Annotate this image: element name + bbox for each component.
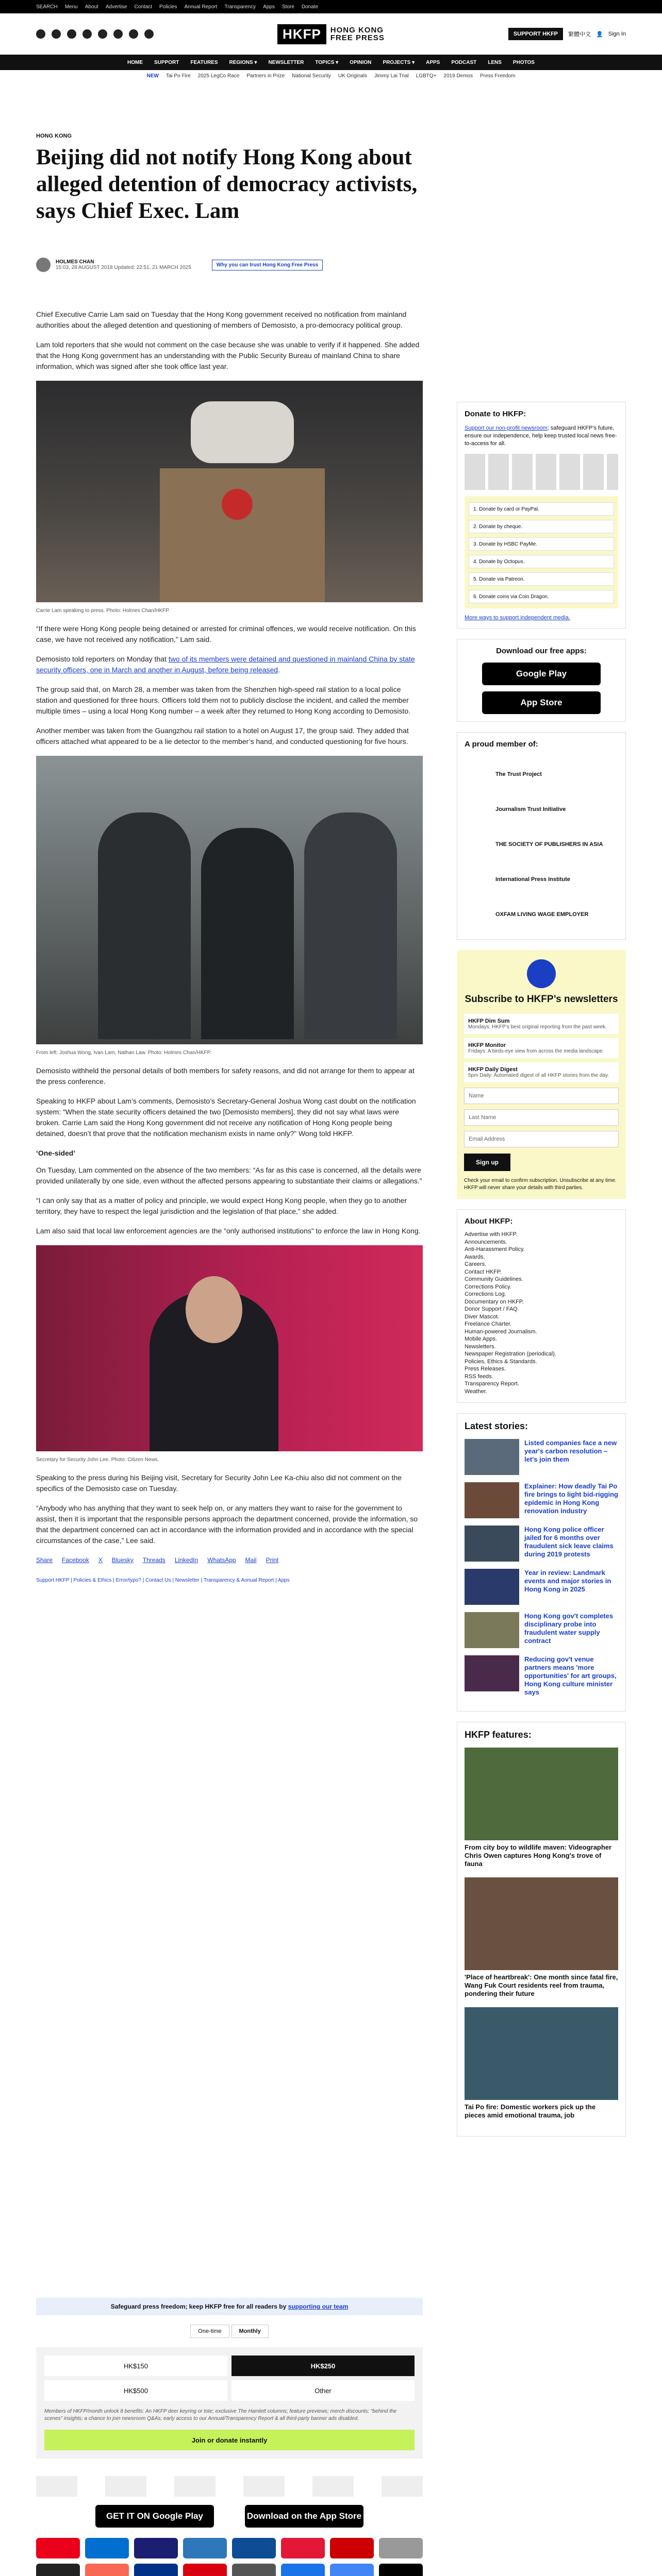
story-title[interactable]: Listed companies face a new year's carbon resolution – let's join them bbox=[524, 1439, 617, 1463]
share-link[interactable]: Share bbox=[36, 1556, 53, 1564]
about-link[interactable]: About bbox=[85, 4, 98, 10]
article-photo bbox=[36, 1245, 423, 1451]
header bbox=[0, 13, 662, 55]
facebook-icon[interactable] bbox=[36, 29, 45, 39]
mastercard-icon bbox=[36, 2538, 80, 2558]
newsletter-note: Check your email to confirm subscription. Unsubscribe at any time. HKFP will never share your details with third parties. bbox=[464, 1178, 617, 1191]
share-whatsapp[interactable]: WhatsApp bbox=[207, 1556, 236, 1564]
bitcoin-icon bbox=[36, 2564, 80, 2576]
article-dates: 15:03, 28 AUGUST 2018 Updated: 22:51, 21 MARCH 2025 bbox=[56, 265, 191, 270]
partner-logo bbox=[36, 2476, 77, 2497]
donate-option[interactable]: 1. Donate by card or PayPal. bbox=[469, 502, 614, 516]
latest-box bbox=[457, 1413, 626, 1711]
payment-icons bbox=[465, 454, 618, 490]
story-item[interactable] bbox=[465, 1482, 618, 1518]
about-link[interactable]: Freelance Charter. bbox=[465, 1321, 512, 1327]
share-bar bbox=[36, 1555, 423, 1566]
about-link[interactable]: Human-powered Journalism. bbox=[465, 1328, 537, 1335]
partner-logo bbox=[105, 2476, 146, 2497]
nav-regions[interactable]: REGIONS ▾ bbox=[229, 59, 257, 65]
contact-link[interactable]: Contact bbox=[134, 4, 152, 10]
about-link[interactable]: Donor Support / FAQ. bbox=[465, 1306, 519, 1312]
story-item[interactable] bbox=[465, 1569, 618, 1605]
trending-item[interactable]: National Security bbox=[292, 73, 331, 79]
features-box bbox=[457, 1722, 626, 2137]
paypal-icon bbox=[134, 2564, 178, 2576]
join-donate-button[interactable]: Join or donate instantly bbox=[44, 2430, 415, 2450]
patreon-icon bbox=[85, 2564, 129, 2576]
language-link[interactable]: 繁體中文 bbox=[568, 31, 591, 38]
amount-option-selected[interactable]: HK$250 bbox=[231, 2355, 415, 2376]
photo-caption: Secretary for Security John Lee. Photo: Citizen News. bbox=[36, 1457, 159, 1463]
partner-logo bbox=[382, 2476, 423, 2497]
share-facebook[interactable]: Facebook bbox=[62, 1556, 89, 1564]
about-link[interactable]: RSS feeds. bbox=[465, 1373, 493, 1380]
about-link[interactable]: Contact HKFP. bbox=[465, 1268, 502, 1275]
paragraph: “Anybody who has anything that they want to seek help on, or any matters they want to raise for the government to assist, then it is important that the responsible persons approach the department concerned, provide the information, so that the department concerned can act in accordance with the information provided and in accordance with the special circumstances of the case,” Lee said. bbox=[36, 1504, 418, 1545]
oxfam-logo[interactable]: OXFAM LIVING WAGE EMPLOYER bbox=[495, 911, 589, 918]
user-icon[interactable]: 👤 bbox=[596, 31, 603, 38]
about-link[interactable]: Diver Mascot. bbox=[465, 1313, 500, 1320]
story-item[interactable] bbox=[465, 1655, 618, 1697]
trust-badge[interactable]: Why you can trust Hong Kong Free Press bbox=[212, 260, 323, 270]
main-nav bbox=[0, 55, 662, 70]
trending-item[interactable]: LGBTQ+ bbox=[416, 73, 437, 79]
share-mail[interactable]: Mail bbox=[245, 1556, 257, 1564]
photo-caption: From left: Joshua Wong, Ivan Lam, Nathan Law. Photo: Holmes Chan/HKFP. bbox=[36, 1050, 211, 1056]
article-body bbox=[36, 309, 423, 1586]
paragraph: Demosisto withheld the personal details of both members for safety reasons, and did not arrange for them to appear at the press conference. bbox=[36, 1066, 415, 1086]
nav-support[interactable]: SUPPORT bbox=[154, 59, 179, 65]
email-field[interactable]: Email Address bbox=[464, 1131, 619, 1147]
instagram-icon[interactable] bbox=[67, 29, 76, 39]
amount-option[interactable]: HK$500 bbox=[44, 2380, 227, 2401]
apps-title: Download our free apps: bbox=[496, 647, 587, 655]
logo-line2: FREE PRESS bbox=[330, 33, 385, 42]
jti-logo[interactable]: Journalism Trust Initiative bbox=[495, 806, 566, 812]
donate-option[interactable]: 3. Donate by HSBC PayMe. bbox=[469, 537, 614, 551]
x-icon[interactable] bbox=[52, 29, 61, 39]
paragraph: The group said that, on March 28, a member was taken from the Shenzhen high-speed rail station to a local police station and questioned for three hours. Officers told them not to publicly disclose the incident, and called the member multiple times – using a local Hong Kong number – a week after they returned to Hong Kong according to Demosisto. bbox=[36, 685, 411, 715]
search-link[interactable]: SEARCH bbox=[36, 4, 58, 10]
app-store-badge[interactable]: App Store bbox=[482, 691, 601, 714]
google-pay-icon bbox=[330, 2564, 374, 2576]
newsletter-option[interactable]: HKFP Dim Sum Mondays: HKFP’s best original reporting from the past week. bbox=[464, 1014, 619, 1034]
nav-opinion[interactable]: OPINION bbox=[350, 59, 372, 65]
newsletter-title: Subscribe to HKFP’s newsletters bbox=[465, 994, 618, 1005]
story-item[interactable] bbox=[465, 1612, 618, 1648]
about-link[interactable]: Anti-Harassment Policy. bbox=[465, 1246, 525, 1252]
app-store-badge[interactable]: Download on the App Store bbox=[245, 2505, 363, 2528]
donate-option[interactable]: 5. Donate via Patreon. bbox=[469, 572, 614, 586]
bluesky-icon[interactable] bbox=[113, 29, 123, 39]
byline bbox=[36, 258, 449, 272]
about-link[interactable]: Community Guidelines. bbox=[465, 1276, 523, 1282]
detention-link[interactable]: two of its members were detained and questioned in mainland China by state security officers, one in March and another in August, before being released bbox=[36, 655, 415, 674]
story-thumb bbox=[465, 1482, 519, 1518]
nav-features[interactable]: FEATURES bbox=[190, 59, 218, 65]
logo-mark: HKFP bbox=[277, 24, 326, 44]
social-links bbox=[36, 29, 154, 39]
footer-links[interactable]: Support HKFP | Policies & Ethics | Error/typo? | Contact Us | Newsletter | Transparency & Annual Report | Apps bbox=[36, 1578, 290, 1583]
paragraph: Demosisto told reporters on Monday that two of its members were detained and questioned in mainland China by state security officers, one in March and another in August, before being released. bbox=[36, 655, 415, 674]
payment-icon bbox=[232, 2564, 276, 2576]
about-link[interactable]: Newsletters. bbox=[465, 1343, 496, 1350]
share-print[interactable]: Print bbox=[266, 1556, 279, 1564]
paragraph: Speaking to HKFP about Lam’s comments, Demosisto’s Secretary-General Joshua Wong cast doubt on the notification system: “When the state security officers detained the two [Demosisto members], they did not say what laws were broken. Carrie Lam said the Hong Kong government did not receive any notification of Hong Kong people being detained, doesn’t that prove that the notification mechanism exists in name only?” Wong told HKFP. bbox=[36, 1097, 416, 1138]
octopus-icon bbox=[330, 2538, 374, 2558]
about-link[interactable]: Careers. bbox=[465, 1261, 487, 1267]
story-title[interactable]: Hong Kong gov't completes disciplinary probe into fraudulent water supply contract bbox=[524, 1612, 614, 1645]
story-item[interactable] bbox=[465, 1439, 618, 1475]
features-title: HKFP features: bbox=[465, 1730, 532, 1740]
feature-image bbox=[465, 1877, 618, 1970]
share-linkedin[interactable]: LinkedIn bbox=[174, 1556, 198, 1564]
partner-logo bbox=[243, 2476, 285, 2497]
subheading: ‘One-sided’ bbox=[36, 1149, 76, 1157]
members-box bbox=[457, 732, 626, 940]
policies-link[interactable]: Policies bbox=[159, 4, 177, 10]
google-play-badge[interactable]: GET IT ON Google Play bbox=[95, 2505, 214, 2528]
paragraph: Speaking to the press during his Beijing visit, Secretary for Security John Lee Ka-chiu also did not comment on the specifics of the Demosisto case on Tuesday. bbox=[36, 1473, 402, 1493]
tab-one-time[interactable]: One-time bbox=[190, 2325, 229, 2338]
apps-link[interactable]: Apps bbox=[263, 4, 275, 10]
trending-item[interactable]: Press Freedom bbox=[480, 73, 516, 79]
hk-emblem bbox=[222, 489, 253, 520]
store-link[interactable]: Store bbox=[282, 4, 294, 10]
story-title[interactable]: Hong Kong police officer jailed for 6 months over fraudulent sick leave claims during 2019 protests bbox=[524, 1526, 614, 1558]
trending-label: NEW bbox=[146, 73, 159, 79]
hkfp-badge bbox=[527, 959, 556, 988]
payment-icon bbox=[281, 2564, 325, 2576]
feature-title[interactable]: From city boy to wildlife maven: Videographer Chris Owen captures Hong Kong's trove of fauna bbox=[465, 1843, 612, 1868]
about-link[interactable]: Transparency Report. bbox=[465, 1381, 519, 1387]
last-name-field[interactable]: Last Name bbox=[464, 1109, 619, 1126]
feature-item[interactable] bbox=[465, 1877, 618, 1998]
story-title[interactable]: Explainer: How deadly Tai Po fire brings to light bid-rigging epidemic in Hong Kong renovation industry bbox=[524, 1482, 618, 1515]
about-link[interactable]: Documentary on HKFP. bbox=[465, 1298, 524, 1305]
feature-image bbox=[465, 1748, 618, 1840]
amount-option[interactable]: HK$150 bbox=[44, 2355, 227, 2376]
newsletter-option[interactable]: HKFP Monitor Fridays: A birds-eye view from across the media landscape. bbox=[464, 1038, 619, 1058]
paragraph: “I can only say that as a matter of policy and principle, we would expect Hong Kong people, when they go to another territory, they have to respect the legal jurisdiction and the legislation of that place,” she added. bbox=[36, 1196, 407, 1215]
feature-title[interactable]: 'Place of heartbreak': One month since fatal fire, Wang Fuk Court residents reel from trauma, pondering their future bbox=[465, 1973, 618, 1997]
annual-report-link[interactable]: Annual Report bbox=[184, 4, 218, 10]
amex-icon bbox=[85, 2538, 129, 2558]
benefits-note: Members of HKFP/month unlock 8 benefits: An HKFP deer keyring or tote; exclusive The Hamlett columns; feature previews; merch discounts; "behind the scenes" insights; a chance to join newsroom Q&As; early access to our Annual/Transparency Report & all third-party banner ads disabled. bbox=[44, 2409, 397, 2421]
paragraph: “If there were Hong Kong people being detained or arrested for criminal offences, we would receive notification. On this case, we have not received any notification,” Lam said. bbox=[36, 624, 416, 643]
photo-caption: Carrie Lam speaking to press. Photo: Holmes Chan/HKFP. bbox=[36, 608, 170, 614]
donate-title: Donate to HKFP: bbox=[465, 410, 526, 418]
trending-item[interactable]: Tai Po Fire bbox=[166, 73, 191, 79]
donate-box: Donate to HKFP: Support our non-profit newsroom; safeguard HKFP’s future, ensure our independence, help keep trusted local news free-to-access for all. 1. Donate by card or PayPal. 2. Donate by cheque. 3. Donate by HSBC PayMe. 4. Donate by Octopus. 5. Donate via Patreon. 6. Donate coins via Coin Dragon. More ways to support independent media. bbox=[457, 402, 626, 629]
transparency-link[interactable]: Transparency bbox=[224, 4, 256, 10]
sign-up-button[interactable]: Sign up bbox=[464, 1154, 510, 1171]
google-play-badge[interactable]: Google Play bbox=[482, 663, 601, 685]
about-link[interactable]: Press Releases. bbox=[465, 1366, 506, 1372]
story-thumb bbox=[465, 1612, 519, 1648]
trending-item[interactable]: 2019 Demos bbox=[443, 73, 473, 79]
feature-item[interactable] bbox=[465, 2007, 618, 2120]
story-item[interactable] bbox=[465, 1526, 618, 1562]
linkedin-icon[interactable] bbox=[129, 29, 138, 39]
article-photo bbox=[36, 381, 423, 602]
about-link[interactable]: Policies, Ethics & Standards. bbox=[465, 1358, 537, 1365]
article-photo bbox=[36, 756, 423, 1044]
nav-projects[interactable]: PROJECTS ▾ bbox=[383, 59, 415, 65]
jcb-icon bbox=[232, 2538, 276, 2558]
newsletter-box bbox=[457, 950, 626, 1199]
nav-podcast[interactable]: PODCAST bbox=[451, 59, 477, 65]
trending-bar bbox=[0, 70, 662, 81]
trending-item[interactable]: 2025 LegCo Race bbox=[197, 73, 240, 79]
feature-image bbox=[465, 2007, 618, 2100]
about-link[interactable]: Advertise with HKFP. bbox=[465, 1231, 518, 1238]
story-thumb bbox=[465, 1439, 519, 1475]
support-button[interactable]: SUPPORT HKFP bbox=[508, 28, 563, 40]
about-link[interactable]: Mobile Apps. bbox=[465, 1336, 497, 1342]
apps-box bbox=[457, 639, 626, 722]
latest-title: Latest stories: bbox=[465, 1421, 528, 1431]
nonprofit-link[interactable]: Support our non-profit newsroom bbox=[465, 425, 548, 431]
advertise-link[interactable]: Advertise bbox=[105, 4, 127, 10]
nav-home[interactable]: HOME bbox=[127, 59, 143, 65]
share-bluesky[interactable]: Bluesky bbox=[111, 1556, 134, 1564]
story-thumb bbox=[465, 1569, 519, 1605]
about-link[interactable]: Announcements. bbox=[465, 1239, 507, 1245]
amex-card-icon bbox=[183, 2538, 227, 2558]
about-link[interactable]: Newspaper Registration (periodical). bbox=[465, 1351, 556, 1357]
tab-monthly[interactable]: Monthly bbox=[231, 2325, 269, 2338]
paragraph: Another member was taken from the Guangzhou rail station to a hotel on August 17, the group said. They added that officers attached what appeared to be a lie detector to the member’s hand, and conducted questioning for five hours. bbox=[36, 726, 409, 745]
story-title[interactable]: Reducing gov't venue partners means 'more opportunities' for art groups, Hong Kong culture minister says bbox=[524, 1655, 617, 1696]
about-title: About HKFP: bbox=[465, 1217, 513, 1226]
more-ways-link[interactable]: More ways to support independent media. bbox=[465, 615, 570, 621]
unionpay-icon bbox=[281, 2538, 325, 2558]
name-field[interactable]: Name bbox=[464, 1088, 619, 1104]
nav-topics[interactable]: TOPICS ▾ bbox=[315, 59, 339, 65]
share-threads[interactable]: Threads bbox=[142, 1556, 166, 1564]
partner-logo bbox=[174, 2476, 216, 2497]
payment-icons bbox=[36, 2538, 423, 2576]
trending-item[interactable]: UK Originals bbox=[338, 73, 367, 79]
donate-banner-text: Safeguard press freedom; keep HKFP free for all readers by bbox=[110, 2303, 288, 2310]
partner-logo bbox=[312, 2476, 354, 2497]
logo-line1: HONG KONG bbox=[330, 26, 384, 35]
mail-icon[interactable] bbox=[144, 29, 154, 39]
author-name[interactable]: HOLMES CHAN bbox=[56, 259, 94, 265]
top-bar bbox=[0, 0, 662, 13]
section-label[interactable]: HONG KONG bbox=[36, 133, 72, 139]
nav-newsletter[interactable]: NEWSLETTER bbox=[268, 59, 304, 65]
supporting-team-link[interactable]: supporting our team bbox=[288, 2303, 349, 2310]
story-thumb bbox=[465, 1655, 519, 1691]
about-link[interactable]: Corrections Log. bbox=[465, 1291, 506, 1297]
payment-icon bbox=[379, 2538, 423, 2558]
payme-icon bbox=[183, 2564, 227, 2576]
author-avatar bbox=[36, 258, 51, 272]
story-thumb bbox=[465, 1526, 519, 1562]
donate-option[interactable]: 2. Donate by cheque. bbox=[469, 520, 614, 533]
trust-project-logo[interactable]: The Trust Project bbox=[495, 771, 542, 777]
inline-donate bbox=[36, 2298, 423, 2576]
ipi-logo[interactable]: International Press Institute bbox=[495, 876, 570, 883]
apple-pay-icon bbox=[379, 2564, 423, 2576]
partner-logos bbox=[36, 2476, 423, 2497]
members-title: A proud member of: bbox=[465, 740, 538, 749]
amount-option[interactable]: Other bbox=[231, 2380, 415, 2401]
nav-lens[interactable]: LENS bbox=[488, 59, 502, 65]
youtube-icon[interactable] bbox=[98, 29, 107, 39]
story-title[interactable]: Year in review: Landmark events and major stories in Hong Kong in 2025 bbox=[524, 1569, 611, 1593]
sopa-logo[interactable]: THE SOCIETY OF PUBLISHERS IN ASIA bbox=[495, 841, 603, 848]
sign-in-link[interactable]: Sign In bbox=[608, 31, 626, 37]
nav-apps[interactable]: APPS bbox=[426, 59, 440, 65]
donate-link[interactable]: Donate bbox=[301, 4, 319, 10]
about-link[interactable]: Corrections Policy. bbox=[465, 1283, 511, 1290]
sidebar bbox=[457, 402, 626, 2137]
newsletter-option[interactable]: HKFP Daily Digest 5pm Daily: Automated digest of all HKFP stories from the day. bbox=[464, 1062, 619, 1082]
menu-link[interactable]: Menu bbox=[64, 4, 78, 10]
visa-icon bbox=[134, 2538, 178, 2558]
nav-photos[interactable]: PHOTOS bbox=[512, 59, 535, 65]
about-link[interactable]: Weather. bbox=[465, 1388, 487, 1395]
share-x[interactable]: X bbox=[98, 1556, 103, 1564]
threads-icon[interactable] bbox=[82, 29, 92, 39]
paragraph: Lam also said that local law enforcement agencies are the “only authorised institutions” to enforce the law in Hong Kong. bbox=[36, 1227, 421, 1235]
feature-title[interactable]: Tai Po fire: Domestic workers pick up the pieces amid emotional trauma, job bbox=[465, 2103, 596, 2119]
about-link[interactable]: Awards. bbox=[465, 1253, 485, 1260]
about-box bbox=[457, 1209, 626, 1403]
article-title: Beijing did not notify Hong Kong about alleged detention of democracy activists, says Chief Exec. Lam bbox=[36, 145, 418, 223]
paragraph: On Tuesday, Lam commented on the absence of the two members: “As far as this case is concerned, all the details were provided unilaterally by one side, even without the affected persons appearing to substantiate their claims or allegations.” bbox=[36, 1166, 422, 1185]
paragraph: Lam told reporters that she would not comment on the case because she was unable to verify if it happened. She added that the Hong Kong government has an understanding with the Public Security Bureau of mainland China to share information, which was signed after she took office last year. bbox=[36, 341, 420, 370]
site-logo[interactable] bbox=[277, 24, 385, 44]
donate-option[interactable]: 4. Donate by Octopus. bbox=[469, 555, 614, 568]
trending-item[interactable]: Jimmy Lai Trial bbox=[374, 73, 409, 79]
donate-option[interactable]: 6. Donate coins via Coin Dragon. bbox=[469, 590, 614, 603]
trending-item[interactable]: Partners in Prize bbox=[246, 73, 285, 79]
feature-item[interactable] bbox=[465, 1748, 618, 1868]
paragraph: Chief Executive Carrie Lam said on Tuesday that the Hong Kong government received no notification from mainland authorities about the alleged detention and questioning of members of Demosisto, a pro-democracy political group. bbox=[36, 310, 407, 329]
